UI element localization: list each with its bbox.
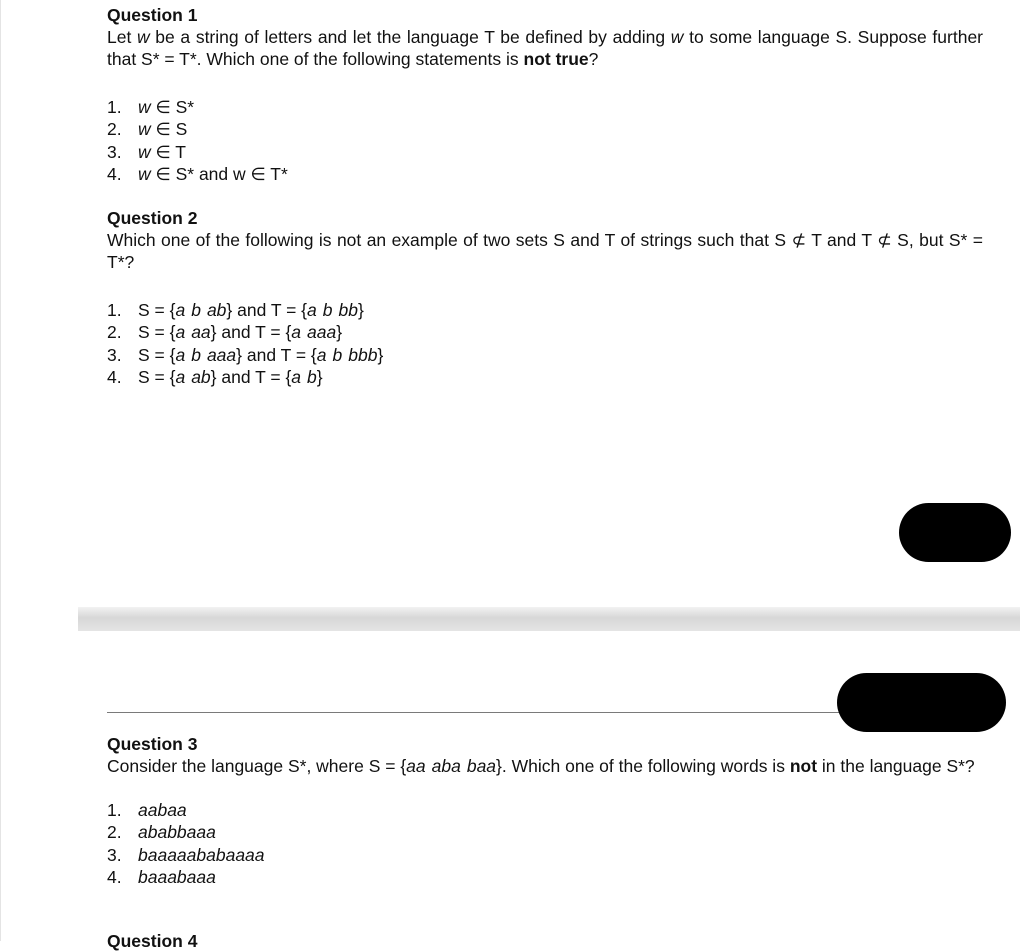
redaction-mark: [899, 503, 1011, 562]
question-1-title: Question 1: [107, 5, 198, 25]
option-item: 3. w ∈ T: [107, 141, 186, 162]
question-2-text: Which one of the following is not an example of two sets S and T of strings such that S ⊄ T and T ⊄ S, but S* = T*?: [107, 230, 983, 272]
redaction-mark: [837, 673, 1006, 732]
question-4-title-cutoff: Question 4: [107, 931, 198, 951]
horizontal-rule: [107, 712, 847, 713]
question-1-text: Let w be a string of letters and let the language T be defined by adding w to some language S. Suppose further that S* = T*. Which one of the following statements is not true?: [107, 27, 984, 69]
option-item: 1. S = {a b ab} and T = {a b bb}: [107, 300, 364, 320]
option-item: 3. S = {a b aaa} and T = {a b bbb}: [107, 344, 384, 365]
question-2: [107, 207, 983, 388]
page-break: [78, 607, 1020, 631]
question-1: [107, 4, 983, 185]
question-1-options: [107, 96, 983, 185]
page-edge: [0, 0, 1, 941]
option-item: 3. baaaaababaaaa: [107, 844, 265, 865]
question-3-text: Consider the language S*, where S = {aa aba baa}. Which one of the following words is not in the language S*?: [107, 756, 975, 776]
question-3: [107, 733, 983, 888]
option-item: 4. S = {a ab} and T = {a b}: [107, 366, 323, 387]
option-item: 2. w ∈ S: [107, 119, 188, 140]
question-2-title: Question 2: [107, 208, 198, 228]
option-item: 1. aabaa: [107, 800, 187, 820]
option-item: 4. w ∈ S* and w ∈ T*: [107, 163, 288, 184]
option-item: 2. S = {a aa} and T = {a aaa}: [107, 322, 343, 343]
option-item: 4. baaabaaa: [107, 866, 216, 887]
question-3-options: [107, 799, 983, 888]
question-2-options: [107, 299, 983, 388]
question-3-title: Question 3: [107, 734, 198, 754]
option-item: 1. w ∈ S*: [107, 97, 195, 117]
option-item: 2. ababbaaa: [107, 822, 216, 843]
